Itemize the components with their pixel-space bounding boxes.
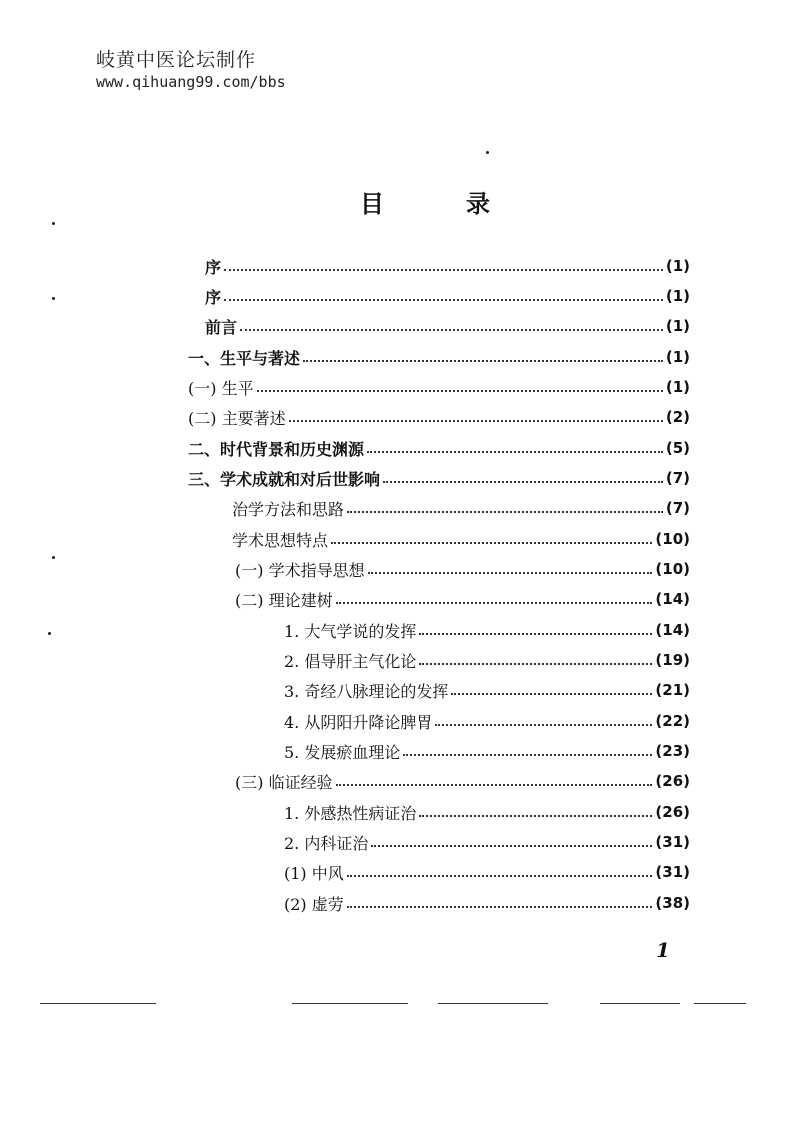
toc-entry	[188, 465, 690, 491]
toc-entry-page: (21)	[655, 681, 690, 699]
toc-entry-page: (22)	[655, 712, 690, 730]
toc-entry-page: (31)	[655, 863, 690, 881]
toc-entry	[232, 526, 690, 552]
leader-dots	[368, 572, 653, 574]
toc-entry-page: (1)	[665, 257, 690, 275]
toc-entry-label: 序	[205, 257, 222, 277]
leader-dots	[403, 754, 652, 756]
toc-entry	[284, 617, 690, 643]
leader-dots	[347, 511, 663, 513]
toc-entry	[284, 859, 690, 885]
toc-entry-label: 序	[205, 287, 222, 307]
toc-entry	[188, 374, 690, 400]
toc-entry-page: (1)	[665, 287, 690, 305]
toc-entry	[235, 768, 690, 794]
site-url: www.qihuang99.com/bbs	[96, 73, 286, 91]
toc-entry-page: (14)	[655, 590, 690, 608]
toc-entry	[205, 283, 690, 309]
scan-rule	[438, 1003, 548, 1004]
leader-dots	[240, 329, 663, 331]
toc-entry	[284, 890, 690, 916]
leader-dots	[303, 360, 663, 362]
scan-speck	[52, 297, 55, 300]
toc-entry-label: 三、学术成就和对后世影响	[188, 469, 381, 489]
toc-entry-page: (19)	[655, 651, 690, 669]
toc-entry-label: 前言	[205, 317, 238, 337]
toc-entry-page: (7)	[665, 469, 690, 487]
toc-title	[360, 184, 490, 219]
page-number: 1	[656, 938, 670, 962]
toc-entry-label: 一、生平与著述	[188, 348, 301, 368]
toc-entry-label: (三) 临证经验	[235, 772, 333, 792]
toc-entry-page: (1)	[665, 378, 690, 396]
toc-entry-label: (一) 生平	[188, 378, 254, 398]
toc-entry-label: (二) 理论建树	[235, 590, 333, 610]
site-name: 岐黄中医论坛制作	[96, 49, 257, 71]
toc-entry-page: (26)	[655, 803, 690, 821]
leader-dots	[367, 451, 663, 453]
toc-entry-page: (1)	[665, 317, 690, 335]
toc-entry-label: 学术思想特点	[232, 530, 329, 550]
site-header	[96, 48, 286, 92]
toc-entry-page: (10)	[655, 530, 690, 548]
scan-speck	[52, 556, 55, 559]
toc-title-char-1: 目	[360, 190, 384, 218]
leader-dots	[383, 481, 663, 483]
toc-entry-label: (一) 学术指导思想	[235, 560, 365, 580]
leader-dots	[336, 602, 653, 604]
toc-entry	[232, 495, 690, 521]
toc-entry-label: 2. 内科证治	[284, 833, 369, 853]
leader-dots	[435, 724, 652, 726]
toc-entry	[205, 253, 690, 279]
toc-entry-label: (1) 中风	[284, 863, 344, 883]
scan-rule	[694, 1003, 746, 1004]
leader-dots	[347, 875, 653, 877]
leader-dots	[289, 420, 663, 422]
leader-dots	[331, 542, 652, 544]
toc-entry-label: 治学方法和思路	[232, 499, 345, 519]
toc-entry-page: (23)	[655, 742, 690, 760]
toc-entry	[284, 829, 690, 855]
toc-entry	[284, 677, 690, 703]
toc-entry-label: 2. 倡导肝主气化论	[284, 651, 417, 671]
leader-dots	[336, 784, 653, 786]
leader-dots	[451, 693, 652, 695]
toc-entry-page: (10)	[655, 560, 690, 578]
toc-entry-label: 二、时代背景和历史渊源	[188, 439, 365, 459]
toc-entry	[284, 708, 690, 734]
toc-entry-label: 3. 奇经八脉理论的发挥	[284, 681, 449, 701]
leader-dots	[347, 906, 653, 908]
toc-entry-label: (二) 主要著述	[188, 408, 286, 428]
toc-entry	[235, 586, 690, 612]
toc-entry-page: (38)	[655, 894, 690, 912]
toc-entry-page: (1)	[665, 348, 690, 366]
toc-entry-page: (31)	[655, 833, 690, 851]
toc-entry-label: 1. 大气学说的发挥	[284, 621, 417, 641]
toc-entry-label: 4. 从阴阳升降论脾胃	[284, 712, 433, 732]
leader-dots	[257, 390, 663, 392]
toc-entry	[284, 647, 690, 673]
scan-speck	[48, 632, 51, 635]
toc-entry	[284, 738, 690, 764]
toc-entry-label: 5. 发展瘀血理论	[284, 742, 401, 762]
scan-speck	[486, 151, 489, 154]
toc-entry	[188, 404, 690, 430]
toc-entry-page: (14)	[655, 621, 690, 639]
toc-entry	[188, 344, 690, 370]
leader-dots	[419, 663, 652, 665]
toc-title-char-2: 录	[466, 190, 490, 218]
toc-entry-page: (7)	[665, 499, 690, 517]
leader-dots	[419, 633, 652, 635]
toc-entry	[205, 313, 690, 339]
toc-entry-page: (2)	[665, 408, 690, 426]
toc-entry-label: (2) 虚劳	[284, 894, 344, 914]
leader-dots	[224, 299, 663, 301]
leader-dots	[371, 845, 652, 847]
scan-rule	[292, 1003, 408, 1004]
toc-entry-page: (5)	[665, 439, 690, 457]
toc-entry	[235, 556, 690, 582]
toc-entry	[188, 435, 690, 461]
toc-entry	[284, 799, 690, 825]
scan-rule	[600, 1003, 680, 1004]
leader-dots	[224, 269, 663, 271]
toc-entry-page: (26)	[655, 772, 690, 790]
scan-speck	[52, 222, 55, 225]
leader-dots	[419, 815, 652, 817]
toc-entry-label: 1. 外感热性病证治	[284, 803, 417, 823]
scan-rule	[40, 1003, 156, 1004]
